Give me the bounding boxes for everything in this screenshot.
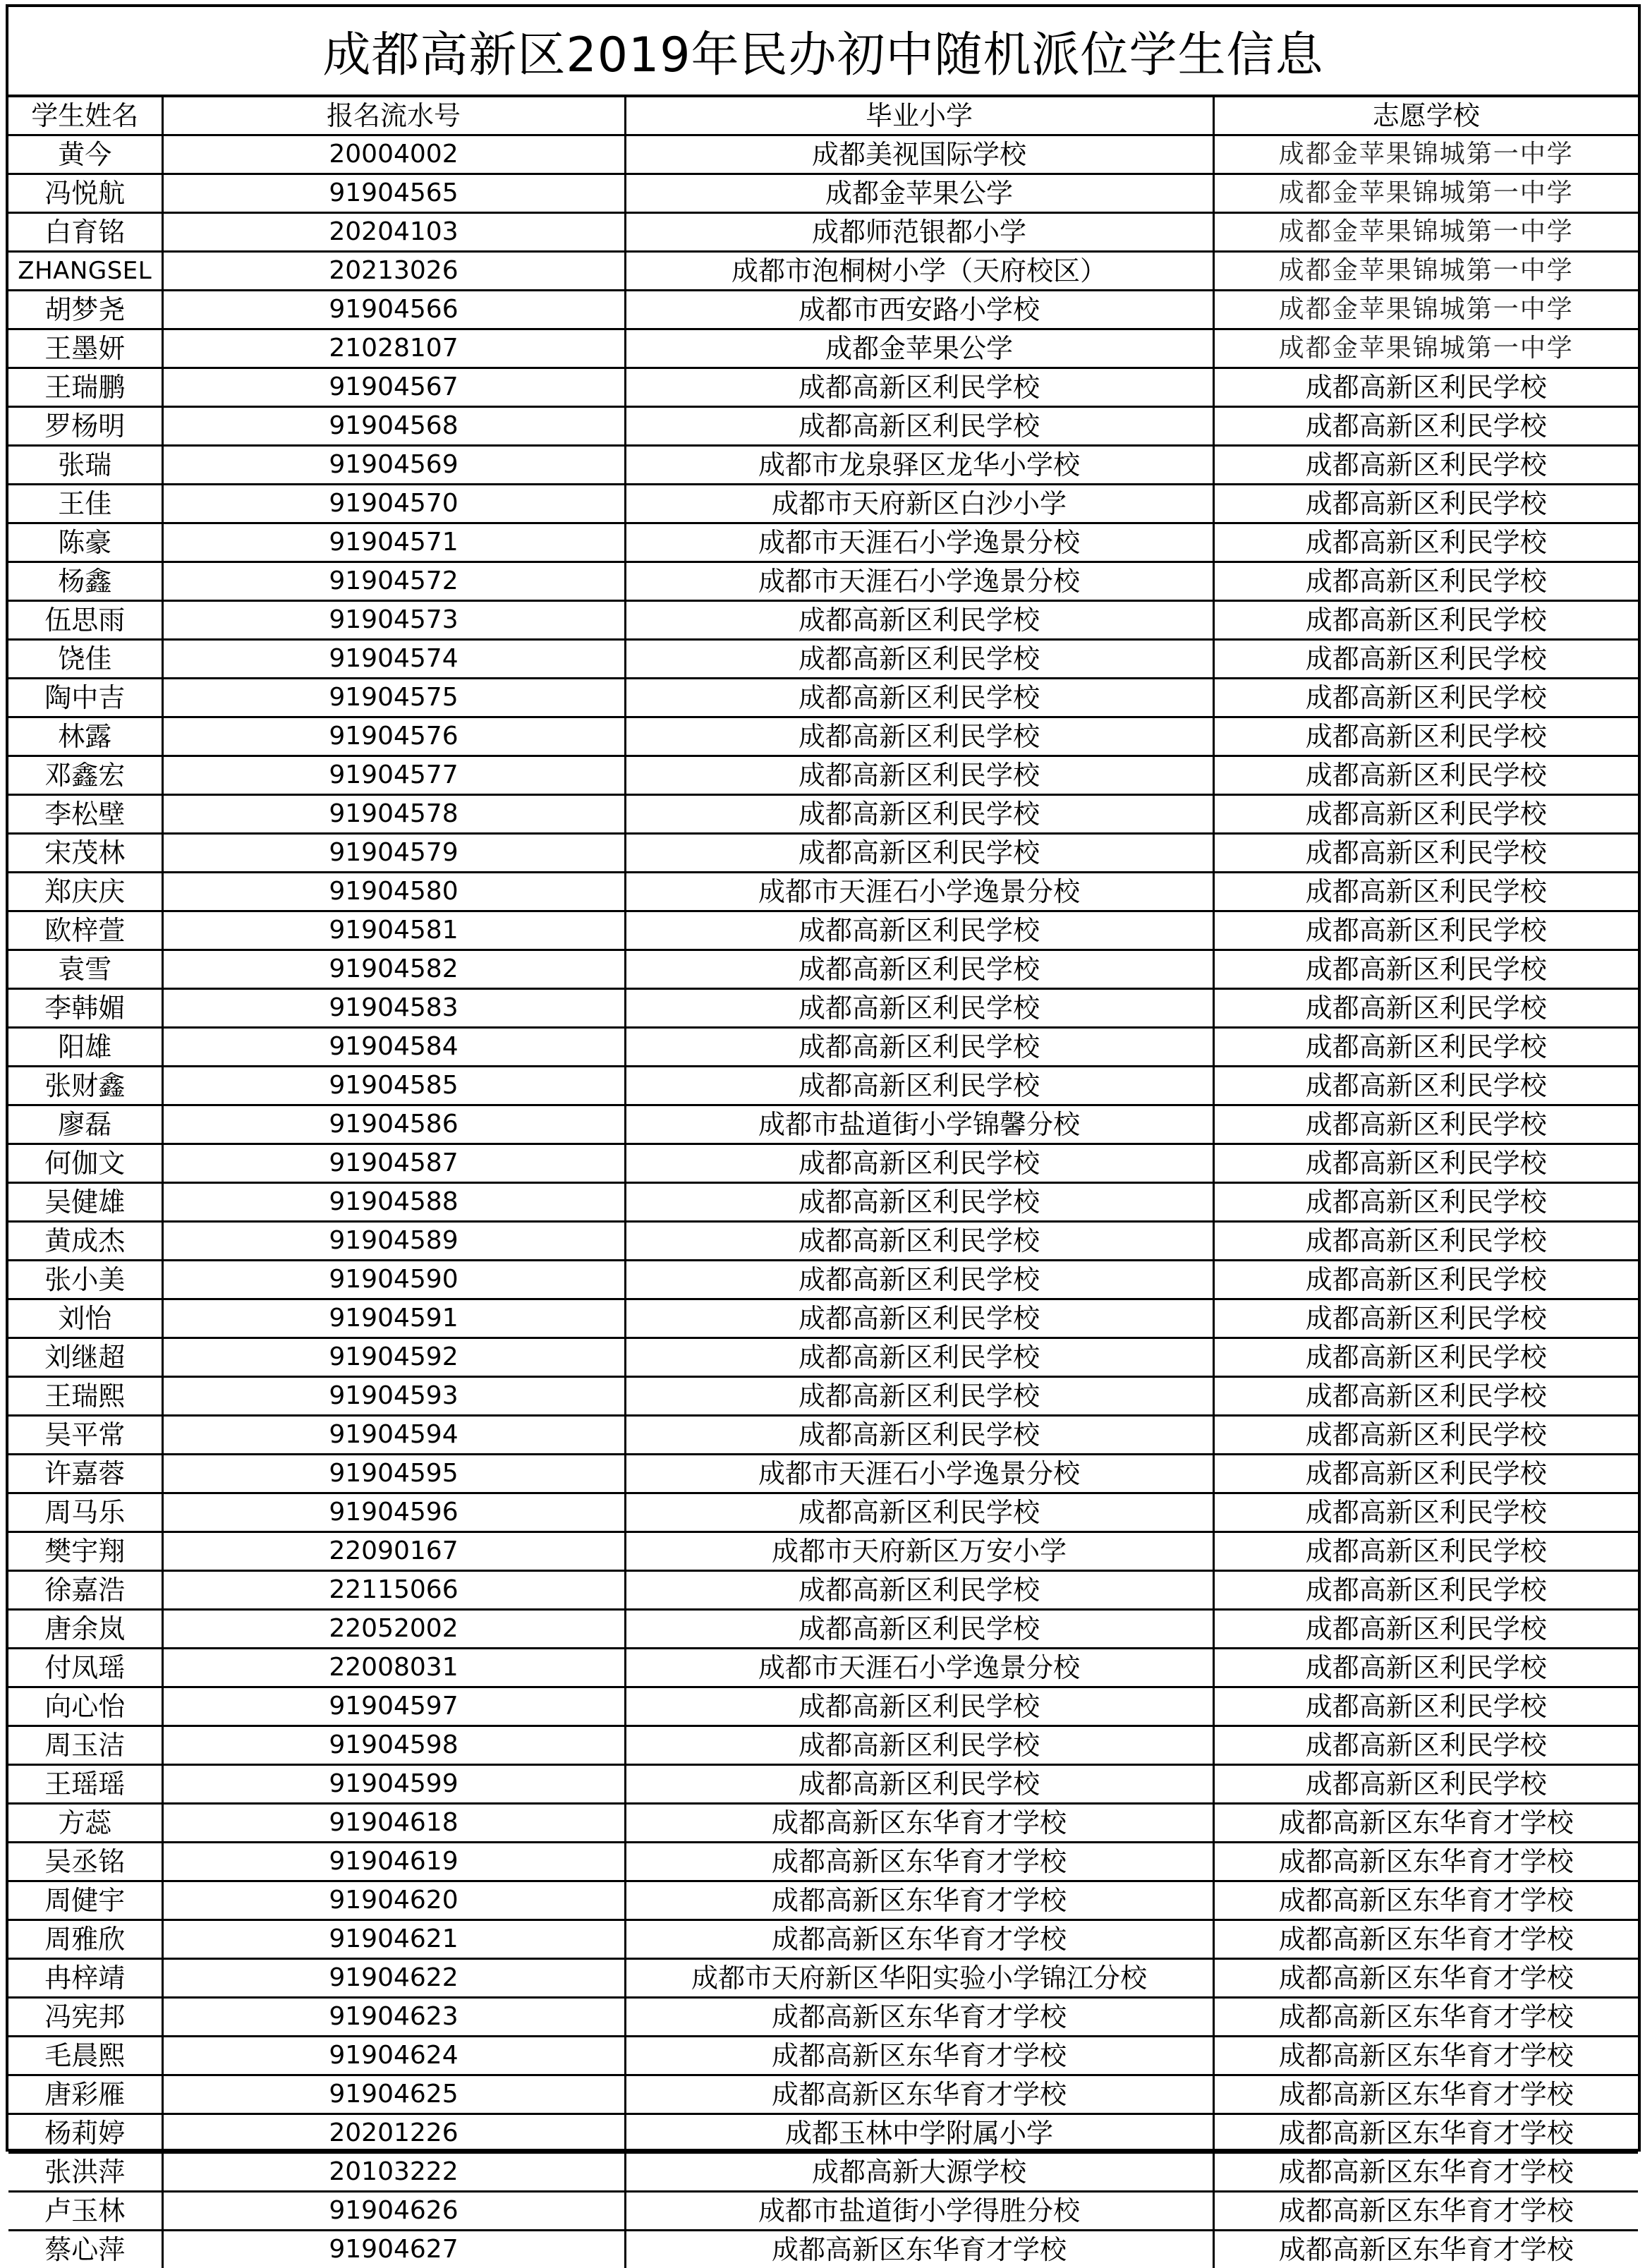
- student-info-sheet: [6, 4, 1641, 2152]
- preferred-school-cell: 成都高新区利民学校: [1213, 446, 1638, 485]
- preferred-school-cell: 成都高新区东华育才学校: [1213, 1920, 1638, 1959]
- student-name-cell: 杨莉婷: [8, 2114, 162, 2153]
- preferred-school-cell: 成都高新区利民学校: [1213, 1765, 1638, 1804]
- student-name-cell: 冯悦航: [8, 174, 162, 213]
- primary-school-cell: 成都高新区东华育才学校: [625, 1843, 1213, 1881]
- registration-number-cell: 91904569: [162, 446, 625, 485]
- registration-number-cell: 91904591: [162, 1299, 625, 1338]
- registration-number-cell: 22008031: [162, 1649, 625, 1687]
- primary-school-cell: 成都高新区利民学校: [625, 1144, 1213, 1183]
- preferred-school-cell: 成都高新区利民学校: [1213, 562, 1638, 601]
- registration-number-cell: 91904584: [162, 1028, 625, 1067]
- student-name-cell: 郑庆庆: [8, 873, 162, 911]
- primary-school-cell: 成都高新区利民学校: [625, 1571, 1213, 1610]
- table-row: [8, 2114, 1638, 2153]
- preferred-school-cell: 成都高新区利民学校: [1213, 1687, 1638, 1726]
- registration-number-cell: 91904597: [162, 1687, 625, 1726]
- student-name-cell: 周健宇: [8, 1881, 162, 1920]
- primary-school-cell: 成都市天府新区华阳实验小学锦江分校: [625, 1959, 1213, 1998]
- primary-school-cell: 成都高新大源学校: [625, 2153, 1213, 2192]
- registration-number-cell: 91904593: [162, 1377, 625, 1416]
- table-row: [8, 1571, 1638, 1610]
- table-row: [8, 717, 1638, 756]
- primary-school-cell: 成都高新区利民学校: [625, 756, 1213, 795]
- student-name-cell: 蔡心萍: [8, 2231, 162, 2268]
- registration-number-cell: 91904621: [162, 1920, 625, 1959]
- table-row: [8, 2037, 1638, 2075]
- student-name-cell: 伍思雨: [8, 601, 162, 640]
- preferred-school-cell: 成都高新区利民学校: [1213, 485, 1638, 523]
- registration-number-cell: 20201226: [162, 2114, 625, 2153]
- student-name-cell: 冯宪邦: [8, 1998, 162, 2037]
- registration-number-cell: 20004002: [162, 135, 625, 174]
- table-row: [8, 640, 1638, 679]
- primary-school-cell: 成都美视国际学校: [625, 135, 1213, 174]
- student-name-cell: 吴健雄: [8, 1183, 162, 1222]
- preferred-school-cell: 成都高新区利民学校: [1213, 911, 1638, 950]
- preferred-school-cell: 成都高新区利民学校: [1213, 1571, 1638, 1610]
- header-row: [8, 97, 1638, 135]
- preferred-school-cell: 成都高新区利民学校: [1213, 1726, 1638, 1765]
- primary-school-cell: 成都高新区利民学校: [625, 1261, 1213, 1299]
- header-student-name: 学生姓名: [8, 97, 162, 135]
- primary-school-cell: 成都高新区利民学校: [625, 795, 1213, 834]
- student-name-cell: 王瑞鹏: [8, 368, 162, 407]
- table-row: [8, 1144, 1638, 1183]
- student-name-cell: 黄今: [8, 135, 162, 174]
- primary-school-cell: 成都高新区利民学校: [625, 1610, 1213, 1649]
- registration-number-cell: 91904627: [162, 2231, 625, 2268]
- preferred-school-cell: 成都金苹果锦城第一中学: [1213, 329, 1638, 368]
- registration-number-cell: 91904568: [162, 407, 625, 446]
- table-row: [8, 329, 1638, 368]
- table-row: [8, 2153, 1638, 2192]
- preferred-school-cell: 成都高新区利民学校: [1213, 1105, 1638, 1144]
- registration-number-cell: 91904626: [162, 2192, 625, 2231]
- primary-school-cell: 成都玉林中学附属小学: [625, 2114, 1213, 2153]
- table-row: [8, 989, 1638, 1028]
- primary-school-cell: 成都高新区利民学校: [625, 834, 1213, 873]
- primary-school-cell: 成都市天涯石小学逸景分校: [625, 873, 1213, 911]
- table-row: [8, 562, 1638, 601]
- preferred-school-cell: 成都高新区东华育才学校: [1213, 2153, 1638, 2192]
- primary-school-cell: 成都金苹果公学: [625, 174, 1213, 213]
- preferred-school-cell: 成都高新区东华育才学校: [1213, 2231, 1638, 2268]
- student-name-cell: 徐嘉浩: [8, 1571, 162, 1610]
- sheet-title: 成都高新区2019年民办初中随机派位学生信息: [8, 7, 1638, 97]
- preferred-school-cell: 成都高新区利民学校: [1213, 1067, 1638, 1105]
- student-name-cell: 周马乐: [8, 1493, 162, 1532]
- preferred-school-cell: 成都高新区利民学校: [1213, 1338, 1638, 1377]
- table-row: [8, 1455, 1638, 1493]
- registration-number-cell: 91904578: [162, 795, 625, 834]
- preferred-school-cell: 成都金苹果锦城第一中学: [1213, 291, 1638, 329]
- primary-school-cell: 成都市天府新区白沙小学: [625, 485, 1213, 523]
- primary-school-cell: 成都师范银都小学: [625, 213, 1213, 252]
- registration-number-cell: 91904571: [162, 523, 625, 562]
- table-row: [8, 446, 1638, 485]
- primary-school-cell: 成都高新区利民学校: [625, 407, 1213, 446]
- registration-number-cell: 91904579: [162, 834, 625, 873]
- student-name-cell: 陶中吉: [8, 679, 162, 717]
- registration-number-cell: 91904623: [162, 1998, 625, 2037]
- table-row: [8, 1920, 1638, 1959]
- student-name-cell: 王瑶瑶: [8, 1765, 162, 1804]
- registration-number-cell: 91904624: [162, 2037, 625, 2075]
- student-name-cell: 唐余岚: [8, 1610, 162, 1649]
- registration-number-cell: 91904589: [162, 1222, 625, 1261]
- primary-school-cell: 成都高新区利民学校: [625, 717, 1213, 756]
- table-row: [8, 2192, 1638, 2231]
- primary-school-cell: 成都金苹果公学: [625, 329, 1213, 368]
- primary-school-cell: 成都高新区利民学校: [625, 679, 1213, 717]
- table-row: [8, 174, 1638, 213]
- registration-number-cell: 91904625: [162, 2075, 625, 2114]
- table-row: [8, 1067, 1638, 1105]
- primary-school-cell: 成都高新区东华育才学校: [625, 2037, 1213, 2075]
- header-preferred-school: 志愿学校: [1213, 97, 1638, 135]
- preferred-school-cell: 成都高新区东华育才学校: [1213, 2075, 1638, 2114]
- primary-school-cell: 成都高新区东华育才学校: [625, 1804, 1213, 1843]
- preferred-school-cell: 成都高新区利民学校: [1213, 1028, 1638, 1067]
- preferred-school-cell: 成都高新区东华育才学校: [1213, 1804, 1638, 1843]
- primary-school-cell: 成都高新区利民学校: [625, 1299, 1213, 1338]
- preferred-school-cell: 成都高新区利民学校: [1213, 368, 1638, 407]
- table-row: [8, 1804, 1638, 1843]
- table-row: [8, 1261, 1638, 1299]
- registration-number-cell: 21028107: [162, 329, 625, 368]
- primary-school-cell: 成都高新区利民学校: [625, 1687, 1213, 1726]
- table-row: [8, 407, 1638, 446]
- student-name-cell: 吴丞铭: [8, 1843, 162, 1881]
- registration-number-cell: 20103222: [162, 2153, 625, 2192]
- registration-number-cell: 91904572: [162, 562, 625, 601]
- primary-school-cell: 成都高新区东华育才学校: [625, 2075, 1213, 2114]
- student-name-cell: 毛晨熙: [8, 2037, 162, 2075]
- table-row: [8, 1959, 1638, 1998]
- registration-number-cell: 22115066: [162, 1571, 625, 1610]
- registration-number-cell: 91904594: [162, 1416, 625, 1455]
- registration-number-cell: 91904590: [162, 1261, 625, 1299]
- preferred-school-cell: 成都高新区东华育才学校: [1213, 2192, 1638, 2231]
- preferred-school-cell: 成都高新区利民学校: [1213, 1532, 1638, 1571]
- preferred-school-cell: 成都高新区东华育才学校: [1213, 2114, 1638, 2153]
- student-name-cell: ZHANGSEL: [8, 252, 162, 291]
- registration-number-cell: 91904566: [162, 291, 625, 329]
- primary-school-cell: 成都市天涯石小学逸景分校: [625, 1649, 1213, 1687]
- primary-school-cell: 成都市盐道街小学得胜分校: [625, 2192, 1213, 2231]
- table-row: [8, 1105, 1638, 1144]
- registration-number-cell: 91904619: [162, 1843, 625, 1881]
- registration-number-cell: 91904573: [162, 601, 625, 640]
- student-name-cell: 宋茂林: [8, 834, 162, 873]
- primary-school-cell: 成都高新区利民学校: [625, 1377, 1213, 1416]
- registration-number-cell: 91904585: [162, 1067, 625, 1105]
- table-row: [8, 1377, 1638, 1416]
- preferred-school-cell: 成都高新区利民学校: [1213, 407, 1638, 446]
- student-name-cell: 陈豪: [8, 523, 162, 562]
- student-name-cell: 周雅欣: [8, 1920, 162, 1959]
- table-row: [8, 135, 1638, 174]
- student-name-cell: 张小美: [8, 1261, 162, 1299]
- table-row: [8, 368, 1638, 407]
- primary-school-cell: 成都高新区利民学校: [625, 989, 1213, 1028]
- student-name-cell: 欧梓萱: [8, 911, 162, 950]
- table-row: [8, 252, 1638, 291]
- student-name-cell: 樊宇翔: [8, 1532, 162, 1571]
- student-name-cell: 邓鑫宏: [8, 756, 162, 795]
- primary-school-cell: 成都市天涯石小学逸景分校: [625, 1455, 1213, 1493]
- student-name-cell: 罗杨明: [8, 407, 162, 446]
- table-row: [8, 213, 1638, 252]
- table-row: [8, 1726, 1638, 1765]
- preferred-school-cell: 成都高新区利民学校: [1213, 950, 1638, 989]
- student-name-cell: 方蕊: [8, 1804, 162, 1843]
- registration-number-cell: 91904598: [162, 1726, 625, 1765]
- student-name-cell: 王墨妍: [8, 329, 162, 368]
- table-body: [8, 135, 1638, 2268]
- student-name-cell: 刘怡: [8, 1299, 162, 1338]
- table-row: [8, 291, 1638, 329]
- registration-number-cell: 91904580: [162, 873, 625, 911]
- student-name-cell: 王瑞熙: [8, 1377, 162, 1416]
- registration-number-cell: 91904592: [162, 1338, 625, 1377]
- student-name-cell: 林露: [8, 717, 162, 756]
- primary-school-cell: 成都高新区利民学校: [625, 1726, 1213, 1765]
- preferred-school-cell: 成都高新区利民学校: [1213, 989, 1638, 1028]
- table-row: [8, 1532, 1638, 1571]
- primary-school-cell: 成都高新区利民学校: [625, 950, 1213, 989]
- table-row: [8, 523, 1638, 562]
- primary-school-cell: 成都高新区东华育才学校: [625, 2231, 1213, 2268]
- table-row: [8, 1299, 1638, 1338]
- preferred-school-cell: 成都高新区利民学校: [1213, 1455, 1638, 1493]
- table-row: [8, 1649, 1638, 1687]
- primary-school-cell: 成都高新区利民学校: [625, 1222, 1213, 1261]
- student-name-cell: 刘继超: [8, 1338, 162, 1377]
- student-name-cell: 廖磊: [8, 1105, 162, 1144]
- preferred-school-cell: 成都高新区利民学校: [1213, 1416, 1638, 1455]
- preferred-school-cell: 成都高新区东华育才学校: [1213, 1998, 1638, 2037]
- preferred-school-cell: 成都金苹果锦城第一中学: [1213, 213, 1638, 252]
- primary-school-cell: 成都高新区利民学校: [625, 1067, 1213, 1105]
- primary-school-cell: 成都高新区利民学校: [625, 1028, 1213, 1067]
- table-row: [8, 911, 1638, 950]
- registration-number-cell: 91904622: [162, 1959, 625, 1998]
- student-name-cell: 冉梓靖: [8, 1959, 162, 1998]
- student-name-cell: 李松壁: [8, 795, 162, 834]
- student-name-cell: 王佳: [8, 485, 162, 523]
- preferred-school-cell: 成都高新区利民学校: [1213, 523, 1638, 562]
- preferred-school-cell: 成都金苹果锦城第一中学: [1213, 252, 1638, 291]
- primary-school-cell: 成都高新区利民学校: [625, 1416, 1213, 1455]
- table-row: [8, 1610, 1638, 1649]
- registration-number-cell: 91904596: [162, 1493, 625, 1532]
- table-row: [8, 1998, 1638, 2037]
- registration-number-cell: 91904595: [162, 1455, 625, 1493]
- table-row: [8, 873, 1638, 911]
- table-row: [8, 485, 1638, 523]
- student-name-cell: 黄成杰: [8, 1222, 162, 1261]
- registration-number-cell: 91904574: [162, 640, 625, 679]
- registration-number-cell: 91904618: [162, 1804, 625, 1843]
- primary-school-cell: 成都市天府新区万安小学: [625, 1532, 1213, 1571]
- preferred-school-cell: 成都高新区利民学校: [1213, 1610, 1638, 1649]
- table-row: [8, 1222, 1638, 1261]
- primary-school-cell: 成都高新区东华育才学校: [625, 1998, 1213, 2037]
- preferred-school-cell: 成都高新区利民学校: [1213, 679, 1638, 717]
- student-name-cell: 向心怡: [8, 1687, 162, 1726]
- registration-number-cell: 91904567: [162, 368, 625, 407]
- table-row: [8, 1843, 1638, 1881]
- table-row: [8, 1416, 1638, 1455]
- preferred-school-cell: 成都高新区东华育才学校: [1213, 1881, 1638, 1920]
- preferred-school-cell: 成都高新区利民学校: [1213, 717, 1638, 756]
- primary-school-cell: 成都高新区利民学校: [625, 1183, 1213, 1222]
- primary-school-cell: 成都市泡桐树小学（天府校区）: [625, 252, 1213, 291]
- registration-number-cell: 91904588: [162, 1183, 625, 1222]
- registration-number-cell: 91904587: [162, 1144, 625, 1183]
- preferred-school-cell: 成都高新区利民学校: [1213, 834, 1638, 873]
- primary-school-cell: 成都高新区利民学校: [625, 1493, 1213, 1532]
- preferred-school-cell: 成都金苹果锦城第一中学: [1213, 174, 1638, 213]
- preferred-school-cell: 成都金苹果锦城第一中学: [1213, 135, 1638, 174]
- student-name-cell: 胡梦尧: [8, 291, 162, 329]
- preferred-school-cell: 成都高新区东华育才学校: [1213, 1843, 1638, 1881]
- preferred-school-cell: 成都高新区利民学校: [1213, 795, 1638, 834]
- registration-number-cell: 91904620: [162, 1881, 625, 1920]
- preferred-school-cell: 成都高新区利民学校: [1213, 1377, 1638, 1416]
- primary-school-cell: 成都市天涯石小学逸景分校: [625, 562, 1213, 601]
- table-row: [8, 2075, 1638, 2114]
- table-row: [8, 1687, 1638, 1726]
- registration-number-cell: 91904586: [162, 1105, 625, 1144]
- preferred-school-cell: 成都高新区利民学校: [1213, 873, 1638, 911]
- student-name-cell: 张洪萍: [8, 2153, 162, 2192]
- preferred-school-cell: 成都高新区利民学校: [1213, 1183, 1638, 1222]
- student-table: [8, 97, 1638, 2268]
- table-row: [8, 2231, 1638, 2268]
- primary-school-cell: 成都市天涯石小学逸景分校: [625, 523, 1213, 562]
- primary-school-cell: 成都高新区利民学校: [625, 911, 1213, 950]
- table-row: [8, 1881, 1638, 1920]
- student-name-cell: 何伽文: [8, 1144, 162, 1183]
- preferred-school-cell: 成都高新区东华育才学校: [1213, 1959, 1638, 1998]
- student-name-cell: 唐彩雁: [8, 2075, 162, 2114]
- student-name-cell: 阳雄: [8, 1028, 162, 1067]
- primary-school-cell: 成都高新区东华育才学校: [625, 1920, 1213, 1959]
- student-name-cell: 袁雪: [8, 950, 162, 989]
- table-row: [8, 679, 1638, 717]
- student-name-cell: 吴平常: [8, 1416, 162, 1455]
- student-name-cell: 周玉洁: [8, 1726, 162, 1765]
- primary-school-cell: 成都市龙泉驿区龙华小学校: [625, 446, 1213, 485]
- primary-school-cell: 成都高新区利民学校: [625, 368, 1213, 407]
- header-registration-number: 报名流水号: [162, 97, 625, 135]
- registration-number-cell: 20213026: [162, 252, 625, 291]
- table-row: [8, 756, 1638, 795]
- table-row: [8, 834, 1638, 873]
- registration-number-cell: 91904599: [162, 1765, 625, 1804]
- table-row: [8, 1028, 1638, 1067]
- registration-number-cell: 22090167: [162, 1532, 625, 1571]
- table-row: [8, 601, 1638, 640]
- registration-number-cell: 91904576: [162, 717, 625, 756]
- primary-school-cell: 成都高新区利民学校: [625, 1338, 1213, 1377]
- preferred-school-cell: 成都高新区利民学校: [1213, 1222, 1638, 1261]
- primary-school-cell: 成都高新区利民学校: [625, 640, 1213, 679]
- table-row: [8, 1183, 1638, 1222]
- primary-school-cell: 成都市西安路小学校: [625, 291, 1213, 329]
- primary-school-cell: 成都市盐道街小学锦馨分校: [625, 1105, 1213, 1144]
- preferred-school-cell: 成都高新区利民学校: [1213, 1493, 1638, 1532]
- student-name-cell: 卢玉林: [8, 2192, 162, 2231]
- preferred-school-cell: 成都高新区利民学校: [1213, 601, 1638, 640]
- registration-number-cell: 20204103: [162, 213, 625, 252]
- student-name-cell: 张瑞: [8, 446, 162, 485]
- preferred-school-cell: 成都高新区利民学校: [1213, 1261, 1638, 1299]
- table-row: [8, 1765, 1638, 1804]
- primary-school-cell: 成都高新区利民学校: [625, 1765, 1213, 1804]
- header-graduating-primary-school: 毕业小学: [625, 97, 1213, 135]
- preferred-school-cell: 成都高新区东华育才学校: [1213, 2037, 1638, 2075]
- table-row: [8, 795, 1638, 834]
- student-name-cell: 张财鑫: [8, 1067, 162, 1105]
- table-row: [8, 1338, 1638, 1377]
- student-name-cell: 饶佳: [8, 640, 162, 679]
- registration-number-cell: 91904577: [162, 756, 625, 795]
- registration-number-cell: 91904581: [162, 911, 625, 950]
- student-name-cell: 白育铭: [8, 213, 162, 252]
- preferred-school-cell: 成都高新区利民学校: [1213, 756, 1638, 795]
- student-name-cell: 许嘉蓉: [8, 1455, 162, 1493]
- student-name-cell: 杨鑫: [8, 562, 162, 601]
- preferred-school-cell: 成都高新区利民学校: [1213, 1649, 1638, 1687]
- registration-number-cell: 91904583: [162, 989, 625, 1028]
- table-row: [8, 1493, 1638, 1532]
- registration-number-cell: 91904565: [162, 174, 625, 213]
- registration-number-cell: 91904582: [162, 950, 625, 989]
- preferred-school-cell: 成都高新区利民学校: [1213, 640, 1638, 679]
- student-name-cell: 李韩媚: [8, 989, 162, 1028]
- registration-number-cell: 22052002: [162, 1610, 625, 1649]
- registration-number-cell: 91904570: [162, 485, 625, 523]
- student-name-cell: 付凤瑶: [8, 1649, 162, 1687]
- table-row: [8, 950, 1638, 989]
- preferred-school-cell: 成都高新区利民学校: [1213, 1144, 1638, 1183]
- primary-school-cell: 成都高新区利民学校: [625, 601, 1213, 640]
- preferred-school-cell: 成都高新区利民学校: [1213, 1299, 1638, 1338]
- registration-number-cell: 91904575: [162, 679, 625, 717]
- primary-school-cell: 成都高新区东华育才学校: [625, 1881, 1213, 1920]
